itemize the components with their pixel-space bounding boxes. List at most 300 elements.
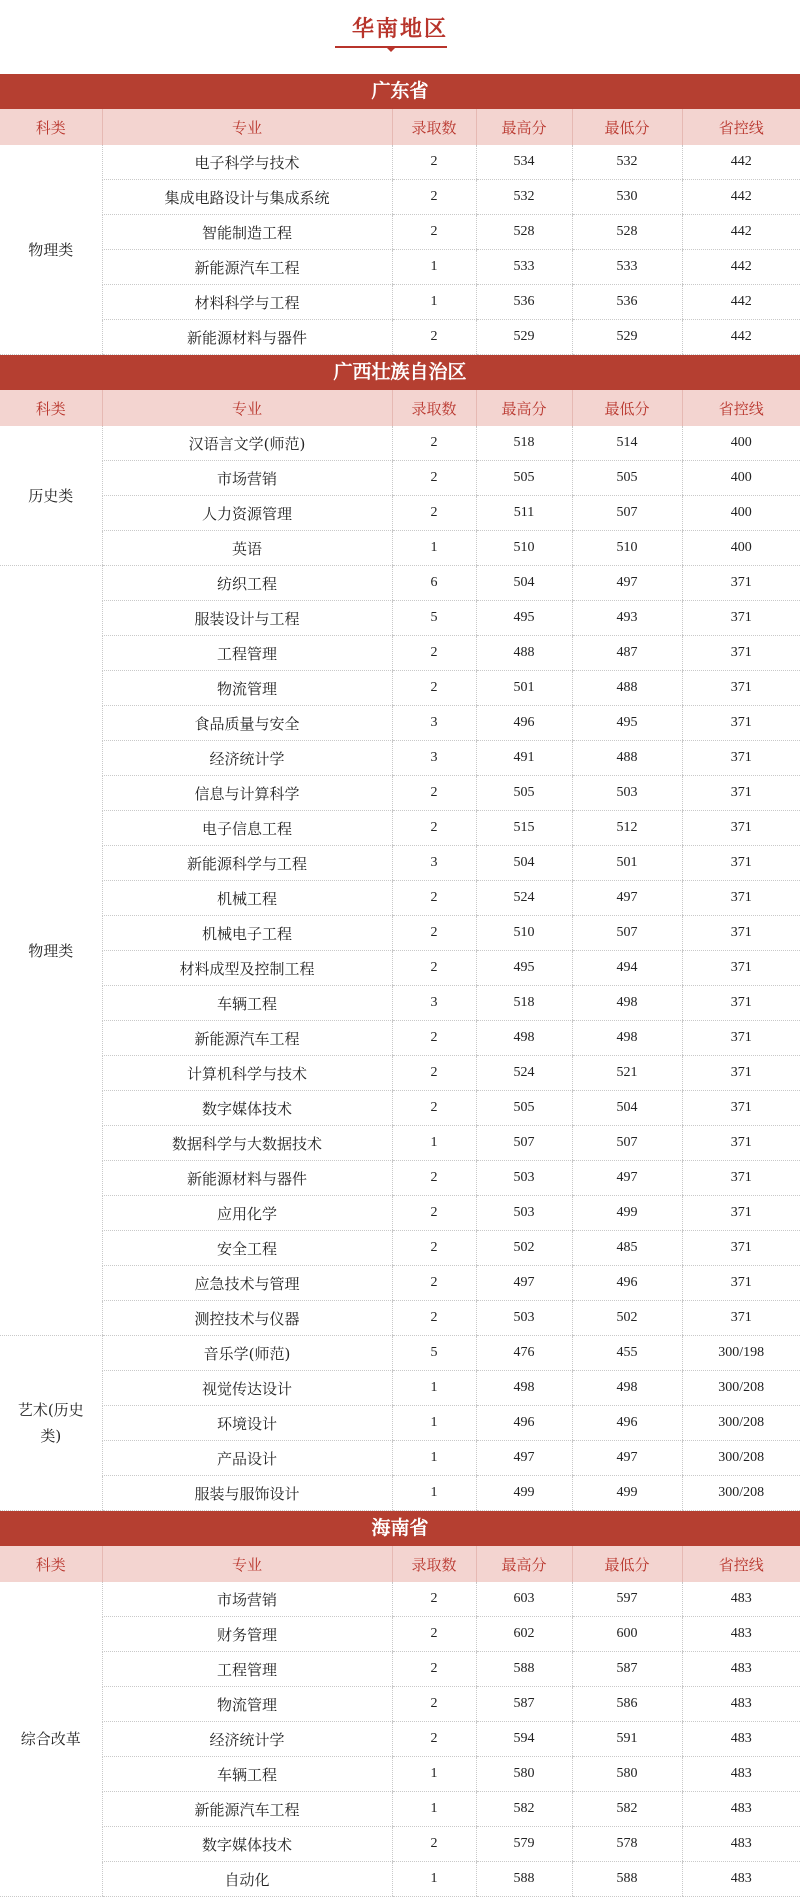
admitted-count-cell: 2 [392, 671, 476, 706]
column-header: 省控线 [682, 109, 800, 145]
min-score-cell: 507 [572, 496, 682, 531]
max-score-cell: 510 [476, 916, 572, 951]
table-row [0, 1687, 800, 1722]
admitted-count-cell: 2 [392, 1652, 476, 1687]
table-row [0, 741, 800, 776]
table-row [0, 1617, 800, 1652]
table-row [0, 496, 800, 531]
table-row [0, 531, 800, 566]
admitted-count-cell: 2 [392, 426, 476, 461]
table-row [0, 916, 800, 951]
major-cell: 材料成型及控制工程 [102, 951, 392, 986]
table-header-row [0, 109, 800, 145]
max-score-cell: 496 [476, 1406, 572, 1441]
column-header: 省控线 [682, 1546, 800, 1582]
admitted-count-cell: 2 [392, 951, 476, 986]
min-score-cell: 578 [572, 1827, 682, 1862]
control-line-cell: 442 [682, 180, 800, 215]
max-score-cell: 499 [476, 1476, 572, 1511]
subject-type-cell: 物理类 [0, 145, 102, 355]
subject-type-cell: 艺术(历史类) [0, 1336, 102, 1511]
control-line-cell: 300/208 [682, 1371, 800, 1406]
major-cell: 安全工程 [102, 1231, 392, 1266]
control-line-cell: 400 [682, 426, 800, 461]
max-score-cell: 580 [476, 1757, 572, 1792]
control-line-cell: 442 [682, 145, 800, 180]
admitted-count-cell: 2 [392, 145, 476, 180]
control-line-cell: 371 [682, 776, 800, 811]
table-row [0, 180, 800, 215]
max-score-cell: 488 [476, 636, 572, 671]
table-row [0, 706, 800, 741]
table-row [0, 1792, 800, 1827]
major-cell: 智能制造工程 [102, 215, 392, 250]
major-cell: 测控技术与仪器 [102, 1301, 392, 1336]
admitted-count-cell: 2 [392, 916, 476, 951]
max-score-cell: 505 [476, 1091, 572, 1126]
max-score-cell: 503 [476, 1301, 572, 1336]
min-score-cell: 498 [572, 986, 682, 1021]
admitted-count-cell: 2 [392, 180, 476, 215]
scores-table [0, 1546, 800, 1897]
table-row [0, 1862, 800, 1897]
control-line-cell: 300/208 [682, 1406, 800, 1441]
min-score-cell: 496 [572, 1266, 682, 1301]
subject-type-cell: 综合改革 [0, 1582, 102, 1897]
subject-type-cell: 物理类 [0, 566, 102, 1336]
control-line-cell: 371 [682, 1231, 800, 1266]
min-score-cell: 587 [572, 1652, 682, 1687]
major-cell: 机械电子工程 [102, 916, 392, 951]
max-score-cell: 594 [476, 1722, 572, 1757]
control-line-cell: 483 [682, 1757, 800, 1792]
control-line-cell: 371 [682, 1196, 800, 1231]
control-line-cell: 371 [682, 846, 800, 881]
control-line-cell: 371 [682, 1091, 800, 1126]
control-line-cell: 371 [682, 1021, 800, 1056]
max-score-cell: 510 [476, 531, 572, 566]
control-line-cell: 483 [682, 1687, 800, 1722]
province-title: 广西壮族自治区 [0, 355, 800, 390]
major-cell: 市场营销 [102, 461, 392, 496]
admitted-count-cell: 1 [392, 1476, 476, 1511]
control-line-cell: 371 [682, 811, 800, 846]
table-row [0, 811, 800, 846]
control-line-cell: 371 [682, 881, 800, 916]
control-line-cell: 483 [682, 1582, 800, 1617]
control-line-cell: 371 [682, 636, 800, 671]
table-row [0, 1582, 800, 1617]
major-cell: 数字媒体技术 [102, 1091, 392, 1126]
major-cell: 电子信息工程 [102, 811, 392, 846]
max-score-cell: 496 [476, 706, 572, 741]
major-cell: 物流管理 [102, 1687, 392, 1722]
min-score-cell: 496 [572, 1406, 682, 1441]
major-cell: 经济统计学 [102, 741, 392, 776]
admitted-count-cell: 1 [392, 1371, 476, 1406]
column-header: 省控线 [682, 390, 800, 426]
min-score-cell: 600 [572, 1617, 682, 1652]
max-score-cell: 602 [476, 1617, 572, 1652]
control-line-cell: 371 [682, 1161, 800, 1196]
min-score-cell: 494 [572, 951, 682, 986]
admitted-count-cell: 1 [392, 1406, 476, 1441]
major-cell: 数字媒体技术 [102, 1827, 392, 1862]
admitted-count-cell: 3 [392, 706, 476, 741]
min-score-cell: 501 [572, 846, 682, 881]
min-score-cell: 498 [572, 1371, 682, 1406]
table-row [0, 1371, 800, 1406]
max-score-cell: 503 [476, 1161, 572, 1196]
table-row [0, 1091, 800, 1126]
major-cell: 计算机科学与技术 [102, 1056, 392, 1091]
major-cell: 新能源汽车工程 [102, 1792, 392, 1827]
min-score-cell: 485 [572, 1231, 682, 1266]
table-row [0, 601, 800, 636]
admitted-count-cell: 3 [392, 741, 476, 776]
table-header-row [0, 390, 800, 426]
major-cell: 食品质量与安全 [102, 706, 392, 741]
control-line-cell: 371 [682, 1056, 800, 1091]
major-cell: 车辆工程 [102, 1757, 392, 1792]
control-line-cell: 371 [682, 1301, 800, 1336]
min-score-cell: 488 [572, 741, 682, 776]
admitted-count-cell: 2 [392, 1687, 476, 1722]
control-line-cell: 371 [682, 1126, 800, 1161]
table-row [0, 1476, 800, 1511]
max-score-cell: 524 [476, 881, 572, 916]
major-cell: 工程管理 [102, 1652, 392, 1687]
table-row [0, 846, 800, 881]
min-score-cell: 533 [572, 250, 682, 285]
major-cell: 材料科学与工程 [102, 285, 392, 320]
max-score-cell: 588 [476, 1652, 572, 1687]
major-cell: 车辆工程 [102, 986, 392, 1021]
min-score-cell: 530 [572, 180, 682, 215]
table-row [0, 1266, 800, 1301]
table-row [0, 776, 800, 811]
table-row [0, 1126, 800, 1161]
min-score-cell: 503 [572, 776, 682, 811]
column-header: 专业 [102, 109, 392, 145]
admitted-count-cell: 3 [392, 846, 476, 881]
min-score-cell: 514 [572, 426, 682, 461]
major-cell: 应用化学 [102, 1196, 392, 1231]
table-row [0, 1406, 800, 1441]
control-line-cell: 371 [682, 986, 800, 1021]
max-score-cell: 505 [476, 461, 572, 496]
major-cell: 视觉传达设计 [102, 1371, 392, 1406]
major-cell: 服装与服饰设计 [102, 1476, 392, 1511]
major-cell: 自动化 [102, 1862, 392, 1897]
admitted-count-cell: 2 [392, 496, 476, 531]
max-score-cell: 518 [476, 426, 572, 461]
control-line-cell: 371 [682, 671, 800, 706]
max-score-cell: 504 [476, 566, 572, 601]
min-score-cell: 586 [572, 1687, 682, 1722]
max-score-cell: 501 [476, 671, 572, 706]
column-header: 录取数 [392, 1546, 476, 1582]
max-score-cell: 498 [476, 1021, 572, 1056]
min-score-cell: 597 [572, 1582, 682, 1617]
column-header: 最高分 [476, 109, 572, 145]
max-score-cell: 534 [476, 145, 572, 180]
control-line-cell: 371 [682, 741, 800, 776]
admitted-count-cell: 2 [392, 811, 476, 846]
min-score-cell: 591 [572, 1722, 682, 1757]
min-score-cell: 455 [572, 1336, 682, 1371]
admitted-count-cell: 2 [392, 1722, 476, 1757]
table-row [0, 1827, 800, 1862]
table-row [0, 671, 800, 706]
max-score-cell: 532 [476, 180, 572, 215]
max-score-cell: 579 [476, 1827, 572, 1862]
control-line-cell: 442 [682, 320, 800, 355]
subject-type-cell: 历史类 [0, 426, 102, 566]
admitted-count-cell: 1 [392, 531, 476, 566]
major-cell: 新能源材料与器件 [102, 1161, 392, 1196]
province-section [0, 355, 800, 1511]
table-row [0, 1056, 800, 1091]
province-title: 海南省 [0, 1511, 800, 1546]
control-line-cell: 300/208 [682, 1441, 800, 1476]
major-cell: 纺织工程 [102, 566, 392, 601]
column-header: 录取数 [392, 390, 476, 426]
table-row [0, 1021, 800, 1056]
province-section [0, 74, 800, 355]
max-score-cell: 495 [476, 601, 572, 636]
major-cell: 新能源汽车工程 [102, 250, 392, 285]
admitted-count-cell: 2 [392, 1091, 476, 1126]
min-score-cell: 507 [572, 1126, 682, 1161]
major-cell: 环境设计 [102, 1406, 392, 1441]
column-header: 录取数 [392, 109, 476, 145]
major-cell: 电子科学与技术 [102, 145, 392, 180]
admitted-count-cell: 2 [392, 1161, 476, 1196]
column-header: 最低分 [572, 390, 682, 426]
min-score-cell: 495 [572, 706, 682, 741]
page-title: 华南地区 [351, 16, 448, 42]
table-row [0, 1652, 800, 1687]
control-line-cell: 483 [682, 1652, 800, 1687]
province-section [0, 1511, 800, 1897]
admitted-count-cell: 1 [392, 250, 476, 285]
control-line-cell: 400 [682, 531, 800, 566]
admitted-count-cell: 5 [392, 601, 476, 636]
max-score-cell: 603 [476, 1582, 572, 1617]
table-row [0, 1161, 800, 1196]
major-cell: 工程管理 [102, 636, 392, 671]
scores-table [0, 109, 800, 355]
max-score-cell: 515 [476, 811, 572, 846]
min-score-cell: 529 [572, 320, 682, 355]
control-line-cell: 371 [682, 1266, 800, 1301]
table-row [0, 320, 800, 355]
major-cell: 英语 [102, 531, 392, 566]
admitted-count-cell: 2 [392, 1582, 476, 1617]
major-cell: 财务管理 [102, 1617, 392, 1652]
page-header [0, 0, 800, 74]
column-header: 最高分 [476, 390, 572, 426]
admission-tables [0, 74, 800, 1897]
max-score-cell: 507 [476, 1126, 572, 1161]
min-score-cell: 505 [572, 461, 682, 496]
table-header-row [0, 1546, 800, 1582]
min-score-cell: 582 [572, 1792, 682, 1827]
max-score-cell: 529 [476, 320, 572, 355]
max-score-cell: 528 [476, 215, 572, 250]
table-row [0, 250, 800, 285]
control-line-cell: 371 [682, 601, 800, 636]
control-line-cell: 371 [682, 706, 800, 741]
table-row [0, 1301, 800, 1336]
min-score-cell: 588 [572, 1862, 682, 1897]
max-score-cell: 504 [476, 846, 572, 881]
major-cell: 新能源材料与器件 [102, 320, 392, 355]
min-score-cell: 512 [572, 811, 682, 846]
table-row [0, 285, 800, 320]
table-row [0, 145, 800, 180]
max-score-cell: 497 [476, 1441, 572, 1476]
control-line-cell: 300/198 [682, 1336, 800, 1371]
max-score-cell: 536 [476, 285, 572, 320]
column-header: 科类 [0, 109, 102, 145]
admitted-count-cell: 3 [392, 986, 476, 1021]
scores-table [0, 390, 800, 1511]
major-cell: 服装设计与工程 [102, 601, 392, 636]
column-header: 最低分 [572, 109, 682, 145]
min-score-cell: 580 [572, 1757, 682, 1792]
min-score-cell: 504 [572, 1091, 682, 1126]
major-cell: 汉语言文学(师范) [102, 426, 392, 461]
admitted-count-cell: 2 [392, 1617, 476, 1652]
major-cell: 人力资源管理 [102, 496, 392, 531]
major-cell: 新能源科学与工程 [102, 846, 392, 881]
major-cell: 信息与计算科学 [102, 776, 392, 811]
max-score-cell: 495 [476, 951, 572, 986]
max-score-cell: 588 [476, 1862, 572, 1897]
admitted-count-cell: 1 [392, 1757, 476, 1792]
table-row [0, 1196, 800, 1231]
admitted-count-cell: 2 [392, 1196, 476, 1231]
table-row [0, 1336, 800, 1371]
max-score-cell: 476 [476, 1336, 572, 1371]
admitted-count-cell: 2 [392, 1301, 476, 1336]
admitted-count-cell: 2 [392, 215, 476, 250]
province-title: 广东省 [0, 74, 800, 109]
max-score-cell: 587 [476, 1687, 572, 1722]
table-row [0, 1231, 800, 1266]
major-cell: 物流管理 [102, 671, 392, 706]
control-line-cell: 300/208 [682, 1476, 800, 1511]
table-row [0, 426, 800, 461]
min-score-cell: 521 [572, 1056, 682, 1091]
min-score-cell: 502 [572, 1301, 682, 1336]
max-score-cell: 502 [476, 1231, 572, 1266]
admitted-count-cell: 2 [392, 1056, 476, 1091]
control-line-cell: 483 [682, 1617, 800, 1652]
control-line-cell: 442 [682, 250, 800, 285]
admitted-count-cell: 2 [392, 636, 476, 671]
major-cell: 音乐学(师范) [102, 1336, 392, 1371]
max-score-cell: 518 [476, 986, 572, 1021]
admitted-count-cell: 1 [392, 285, 476, 320]
control-line-cell: 483 [682, 1792, 800, 1827]
min-score-cell: 507 [572, 916, 682, 951]
control-line-cell: 371 [682, 916, 800, 951]
major-cell: 新能源汽车工程 [102, 1021, 392, 1056]
column-header: 科类 [0, 390, 102, 426]
admitted-count-cell: 6 [392, 566, 476, 601]
min-score-cell: 493 [572, 601, 682, 636]
major-cell: 集成电路设计与集成系统 [102, 180, 392, 215]
control-line-cell: 483 [682, 1722, 800, 1757]
table-row [0, 1722, 800, 1757]
max-score-cell: 505 [476, 776, 572, 811]
admitted-count-cell: 2 [392, 1021, 476, 1056]
column-header: 科类 [0, 1546, 102, 1582]
control-line-cell: 483 [682, 1862, 800, 1897]
min-score-cell: 497 [572, 566, 682, 601]
column-header: 最低分 [572, 1546, 682, 1582]
admitted-count-cell: 2 [392, 320, 476, 355]
table-row [0, 636, 800, 671]
admitted-count-cell: 2 [392, 1266, 476, 1301]
admitted-count-cell: 1 [392, 1862, 476, 1897]
major-cell: 数据科学与大数据技术 [102, 1126, 392, 1161]
min-score-cell: 510 [572, 531, 682, 566]
max-score-cell: 503 [476, 1196, 572, 1231]
title-notch-icon [385, 46, 397, 52]
table-row [0, 881, 800, 916]
control-line-cell: 442 [682, 285, 800, 320]
control-line-cell: 400 [682, 461, 800, 496]
max-score-cell: 582 [476, 1792, 572, 1827]
min-score-cell: 497 [572, 1161, 682, 1196]
control-line-cell: 483 [682, 1827, 800, 1862]
table-row [0, 215, 800, 250]
column-header: 最高分 [476, 1546, 572, 1582]
admitted-count-cell: 2 [392, 1231, 476, 1266]
min-score-cell: 532 [572, 145, 682, 180]
table-row [0, 951, 800, 986]
column-header: 专业 [102, 390, 392, 426]
major-cell: 经济统计学 [102, 1722, 392, 1757]
admitted-count-cell: 1 [392, 1441, 476, 1476]
control-line-cell: 371 [682, 951, 800, 986]
admitted-count-cell: 2 [392, 461, 476, 496]
major-cell: 产品设计 [102, 1441, 392, 1476]
major-cell: 应急技术与管理 [102, 1266, 392, 1301]
min-score-cell: 528 [572, 215, 682, 250]
min-score-cell: 487 [572, 636, 682, 671]
control-line-cell: 400 [682, 496, 800, 531]
table-row [0, 566, 800, 601]
admitted-count-cell: 2 [392, 881, 476, 916]
min-score-cell: 497 [572, 1441, 682, 1476]
max-score-cell: 498 [476, 1371, 572, 1406]
column-header: 专业 [102, 1546, 392, 1582]
table-row [0, 461, 800, 496]
control-line-cell: 442 [682, 215, 800, 250]
max-score-cell: 497 [476, 1266, 572, 1301]
max-score-cell: 511 [476, 496, 572, 531]
admitted-count-cell: 1 [392, 1792, 476, 1827]
control-line-cell: 371 [682, 566, 800, 601]
admitted-count-cell: 2 [392, 1827, 476, 1862]
table-row [0, 1441, 800, 1476]
major-cell: 机械工程 [102, 881, 392, 916]
